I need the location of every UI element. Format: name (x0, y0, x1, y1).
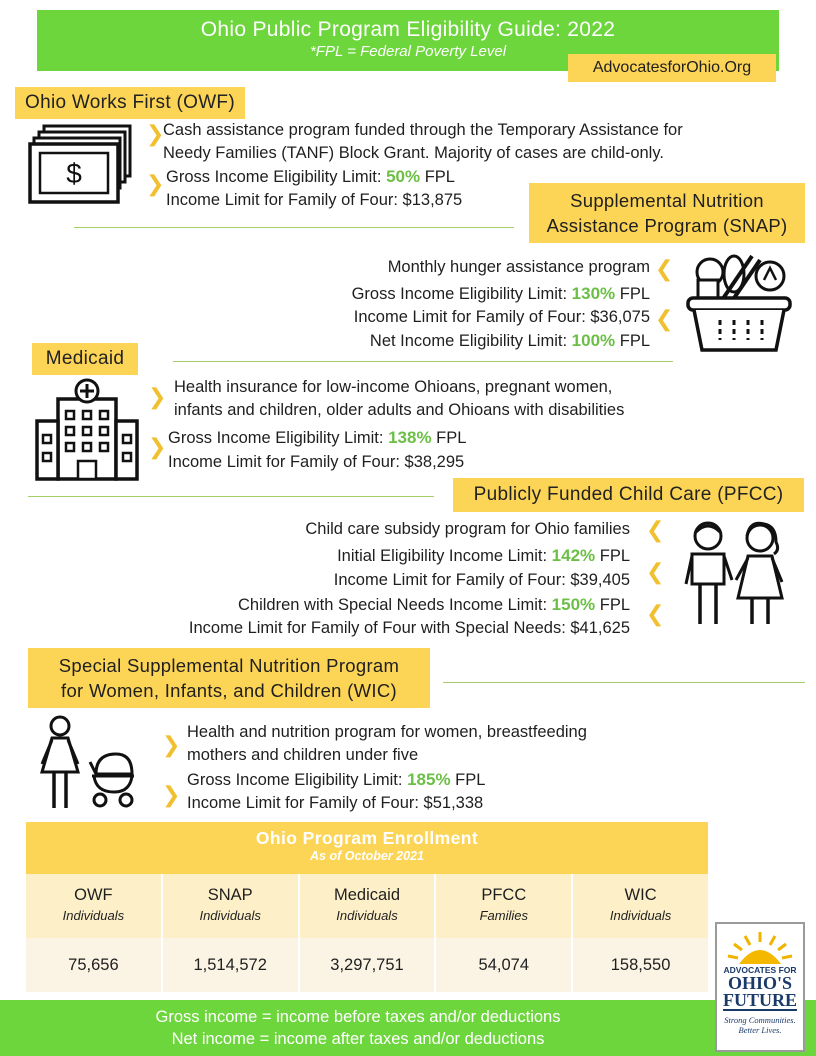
mother-stroller-icon (34, 714, 138, 810)
wic-desc-2: mothers and children under five (187, 746, 419, 764)
col-name: WIC (624, 886, 657, 904)
enrollment-title: Ohio Program Enrollment (255, 828, 479, 848)
footer-banner (0, 1000, 816, 1056)
snap-net-line: Net Income Eligibility Limit: 100% FPL (369, 331, 650, 350)
owf-title: Ohio Works First (OWF) (15, 87, 245, 119)
svg-text:$: $ (66, 158, 82, 189)
snap-gross-pct: 130% (571, 284, 616, 303)
page-title: Ohio Public Program Eligibility Guide: 2022 (200, 18, 616, 41)
pfcc-special-family-limit: Income Limit for Family of Four with Special Needs: $41,625 (188, 619, 630, 637)
col-unit: Individuals (199, 908, 261, 923)
medicaid-chevron-1: ❯ (148, 384, 167, 409)
wic-gross-line: Gross Income Eligibility Limit: 185% FPL (187, 770, 486, 789)
medicaid-gross-line: Gross Income Eligibility Limit: 138% FPL (168, 428, 467, 447)
col-name: Medicaid (333, 886, 401, 904)
wic-title: Special Supplemental Nutrition Program for Women, Infants, and Children (WIC) (28, 648, 430, 708)
grocery-basket-icon (684, 250, 794, 354)
enrollment-header (26, 822, 708, 874)
owf-desc-2: Needy Families (TANF) Block Grant. Majority of cases are child-only. (163, 144, 664, 162)
wic-gross-pct: 185% (407, 770, 451, 789)
col-value: 3,297,751 (300, 938, 435, 992)
logo-line-1: ADVOCATES FOR (723, 965, 797, 975)
snap-net-pct: 100% (571, 331, 616, 350)
pfcc-desc: Child care subsidy program for Ohio families (305, 520, 630, 538)
col-name: SNAP (207, 886, 253, 904)
enrollment-subtitle: As of October 2021 (310, 849, 424, 863)
pfcc-special-line: Children with Special Needs Income Limit: 150% FPL (238, 595, 630, 614)
pfcc-chevron-2: ❮ (646, 559, 665, 584)
owf-chevron-1: ❯ (146, 121, 165, 146)
pfcc-initial-pct: 142% (551, 546, 596, 565)
col-value: 75,656 (26, 938, 161, 992)
owf-gross-line: Gross Income Eligibility Limit: 50% FPL (166, 167, 455, 186)
pfcc-initial-line: Initial Eligibility Income Limit: 142% FPL (337, 546, 630, 565)
owf-family-limit: Income Limit for Family of Four: $13,875 (166, 191, 463, 209)
owf-divider (74, 227, 514, 228)
hospital-icon (34, 377, 140, 483)
medicaid-chevron-2: ❯ (148, 434, 167, 459)
col-value: 54,074 (436, 938, 571, 992)
col-unit: Individuals (62, 908, 125, 923)
children-icon (680, 518, 790, 630)
wic-family-limit: Income Limit for Family of Four: $51,338 (187, 794, 484, 812)
sun-icon (717, 928, 803, 964)
pfcc-chevron-3: ❮ (646, 601, 665, 626)
pfcc-special-pct: 150% (551, 595, 596, 614)
site-link[interactable]: AdvocatesforOhio.Org (568, 54, 776, 82)
col-unit: Individuals (609, 908, 672, 923)
medicaid-family-limit: Income Limit for Family of Four: $38,295 (168, 453, 465, 471)
pfcc-title: Publicly Funded Child Care (PFCC) (453, 478, 804, 512)
wic-chevron-1: ❯ (162, 732, 181, 757)
wic-chevron-2: ❯ (162, 782, 181, 807)
col-name: OWF (74, 886, 113, 904)
snap-chevron-2: ❮ (655, 306, 674, 331)
medicaid-divider-top (173, 361, 673, 362)
enrollment-columns (26, 874, 708, 992)
owf-desc-1: Cash assistance program funded through the Temporary Assistance for (163, 121, 683, 139)
snap-chevron-1: ❮ (655, 256, 674, 281)
enrollment-col-wic (573, 874, 708, 992)
logo-tagline-1: Strong Communities. (724, 1015, 796, 1025)
snap-family-limit: Income Limit for Family of Four: $36,075 (353, 308, 650, 326)
enrollment-col-medicaid (300, 874, 437, 992)
medicaid-gross-pct: 138% (388, 428, 432, 447)
enrollment-table (26, 822, 708, 992)
medicaid-desc-1: Health insurance for low-income Ohioans, pregnant women, (174, 378, 613, 396)
advocates-logo[interactable] (715, 922, 805, 1052)
col-unit: Individuals (336, 908, 398, 923)
pfcc-family-limit: Income Limit for Family of Four: $39,405 (333, 571, 630, 589)
enrollment-col-snap (163, 874, 300, 992)
fpl-note: *FPL = Federal Poverty Level (309, 43, 507, 60)
wic-desc-1: Health and nutrition program for women, breastfeeding (187, 723, 587, 741)
money-stack-icon (28, 123, 134, 209)
medicaid-divider-bottom (28, 496, 434, 497)
col-value: 158,550 (573, 938, 708, 992)
snap-gross-line: Gross Income Eligibility Limit: 130% FPL (351, 284, 650, 303)
medicaid-title: Medicaid (32, 343, 138, 375)
pfcc-chevron-1: ❮ (646, 517, 665, 542)
col-value: 1,514,572 (163, 938, 298, 992)
col-unit: Families (479, 908, 528, 923)
enrollment-col-owf (26, 874, 163, 992)
enrollment-col-pfcc (436, 874, 573, 992)
owf-gross-pct: 50% (386, 167, 421, 186)
owf-chevron-2: ❯ (146, 171, 165, 196)
medicaid-desc-2: infants and children, older adults and Ohioans with disabilities (174, 401, 625, 419)
logo-line-3: FUTURE (723, 990, 798, 1010)
snap-title: Supplemental Nutrition Assistance Program (SNAP) (529, 183, 805, 243)
snap-desc: Monthly hunger assistance program (387, 258, 650, 276)
logo-tagline-2: Better Lives. (738, 1025, 782, 1035)
gross-income-definition: Gross income = income before taxes and/or deductions (155, 1008, 561, 1026)
col-name: PFCC (481, 886, 527, 904)
logo-line-2: OHIO'S (727, 973, 793, 993)
wic-divider (443, 682, 805, 683)
net-income-definition: Net income = income after taxes and/or deductions (171, 1030, 545, 1048)
